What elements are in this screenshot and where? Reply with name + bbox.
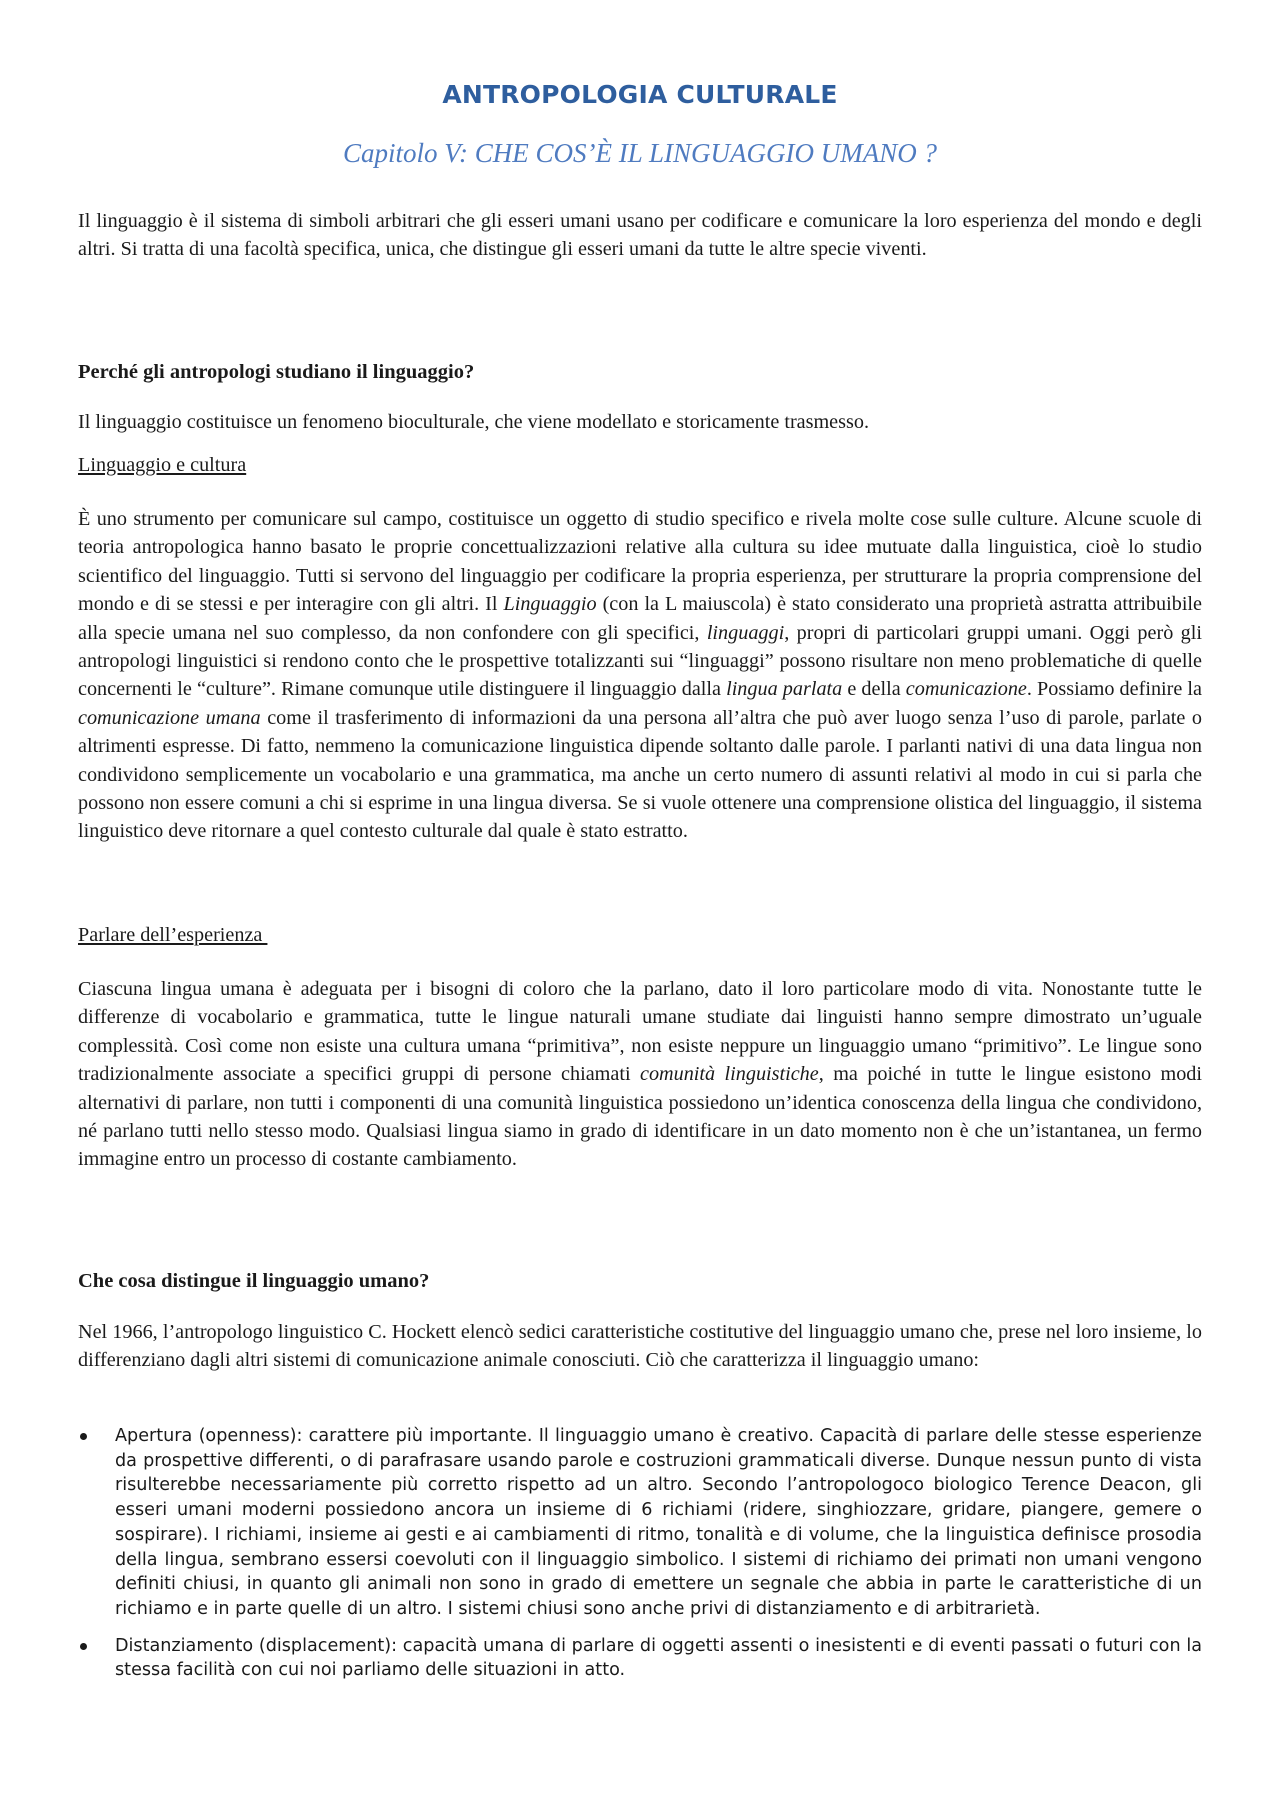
bullet-icon <box>80 1433 87 1440</box>
section-heading-distingue: Che cosa distingue il linguaggio umano? <box>78 1270 430 1292</box>
list-item: Apertura (openness): carattere più importante. Il linguaggio umano è creativo. Capacità di parlare delle stesse esperienze da prospettive differenti, o di parafrasare usando parole e costruzioni grammaticali diverse. Dunque nessun punto di vista risulterebbe necessariamente più corretto rispetto ad un altro. Secondo l’antropologoco biologico Terence Deacon, gli esseri umani moderni possiedono ancora un insieme di 6 richiami (ridere, singhiozzare, gridare, piangere, gemere o sospirare). I richiami, insieme ai gesti e ai cambiamenti di ritmo, tonalità e di volume, che la linguistica definisce prosodia della lingua, sembrano essersi coevoluti con il linguaggio simbolico. I sistemi di richiamo dei primati non umani vengono definiti chiusi, in quanto gli animali non sono in grado di emettere un segnale che abbia in parte le caratteristiche di un richiamo e in parte quelle di un altro. I sistemi chiusi sono anche privi di distanziamento e di arbitrarietà. <box>78 1424 1202 1622</box>
paragraph-linguaggio-cultura: È uno strumento per comunicare sul campo, costituisce un oggetto di studio specifico e rivela molte cose sulle culture. Alcune scuole di teoria antropologica hanno basato le proprie concettualizzazioni relative alla cultura su idee mutuate dalla linguistica, cioè lo studio scientifico del linguaggio. Tutti si servono del linguaggio per codificare la propria esperienza, per strutturare la propria comprensione del mondo e di se stessi e per interagire con gli altri. Il Linguaggio (con la L maiuscola) è stato considerato una proprietà astratta attribuibile alla specie umana nel suo complesso, da non confondere con gli specifici, linguaggi, propri di particolari gruppi umani. Oggi però gli antropologi linguistici si rendono conto che le prospettive totalizzanti sui “linguaggi” possono risultare non meno problematiche di quelle concernenti le “culture”. Rimane comunque utile distinguere il linguaggio dalla lingua parlata e della comunicazione. Possiamo definire la comunicazione umana come il trasferimento di informazioni da una persona all’altra che può aver luogo senza l’uso di parole, parlate o altrimenti espresse. Di fatto, nemmeno la comunicazione linguistica dipende soltanto dalle parole. I parlanti nativi di una data lingua non condividono semplicemente un vocabolario e una grammatica, ma anche un certo numero di assunti relativi al modo in cui si parla che possono non essere comuni a chi si esprime in una lingua diversa. Se si vuole ottenere una comprensione olistica del linguaggio, il sistema linguistico deve ritornare a quel contesto culturale dal quale è stato estratto. <box>78 508 1203 843</box>
section-lead-why: Il linguaggio costituisce un fenomeno bioculturale, che viene modellato e storicamente trasmesso. <box>78 411 869 433</box>
subheading-linguaggio-cultura: Linguaggio e cultura <box>78 454 247 476</box>
subheading-parlare-esperienza: Parlare dell’esperienza <box>78 924 268 946</box>
section-heading-why: Perché gli antropologi studiano il linguaggio? <box>78 361 475 383</box>
paragraph-parlare-esperienza: Ciascuna lingua umana è adeguata per i bisogni di coloro che la parlano, dato il loro particolare modo di vita. Nonostante tutte le differenze di vocabolario e grammatica, tutte le lingue naturali umane studiate dai linguisti hanno sempre dimostrato un’uguale complessità. Così come non esiste una cultura umana “primitiva”, non esiste neppure un linguaggio umano “primitivo”. Le lingue sono tradizionalmente associate a specifici gruppi di persone chiamati comunità linguistiche, ma poiché in tutte le lingue esistono modi alternativi di parlare, non tutti i componenti di una comunità linguistica possiedono un’identica conoscenza della lingua che condividono, né parlano tutti nello stesso modo. Qualsiasi lingua siamo in grado di identificare in un dato momento non è che un’istantanea, un fermo immagine entro un processo di costante cambiamento. <box>78 978 1202 1171</box>
list-item: Distanziamento (displacement): capacità umana di parlare di oggetti assenti o inesistenti e di eventi passati o futuri con la stessa facilità con cui noi parliamo delle situazioni in atto. <box>78 1634 1202 1683</box>
features-list <box>78 1424 1202 1683</box>
section-lead-distingue: Nel 1966, l’antropologo linguistico C. Hockett elencò sedici caratteristiche costitutive del linguaggio umano che, prese nel loro insieme, lo differenziano dagli altri sistemi di comunicazione animale conosciuti. Ciò che caratterizza il linguaggio umano: <box>78 1321 1202 1372</box>
chapter-subtitle: Capitolo V: CHE COS’È IL LINGUAGGIO UMANO ? <box>343 138 937 168</box>
document-title: ANTROPOLOGIA CULTURALE <box>442 80 838 109</box>
intro-paragraph: Il linguaggio è il sistema di simboli arbitrari che gli esseri umani usano per codificare e comunicare la loro esperienza del mondo e degli altri. Si tratta di una facoltà specifica, unica, che distingue gli esseri umani da tutte le altre specie viventi. <box>78 210 1202 261</box>
bullet-icon <box>80 1643 87 1650</box>
